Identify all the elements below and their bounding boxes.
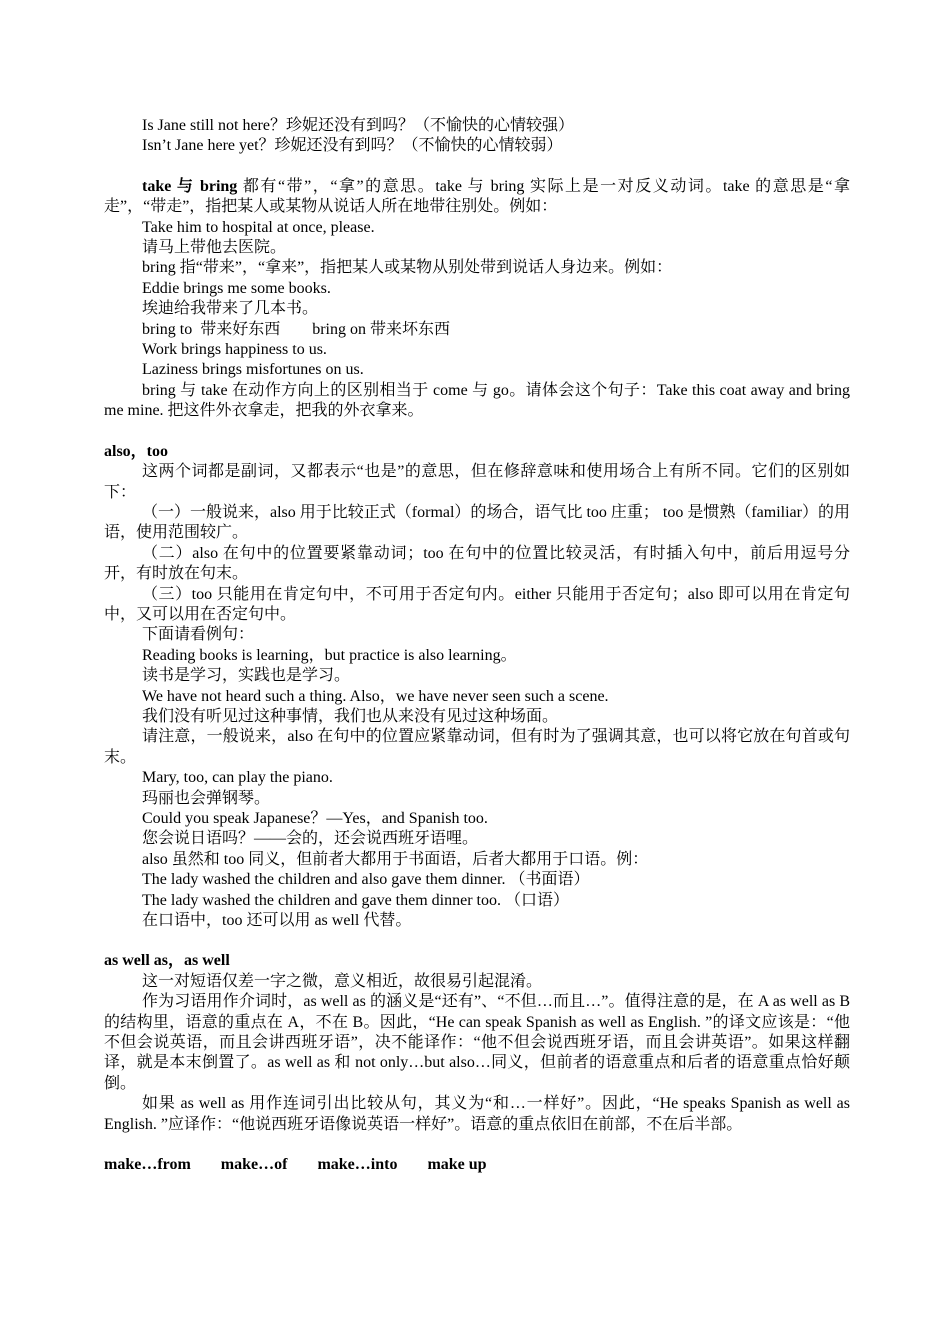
section-heading-as-well-as: as well as，as well [104,952,230,970]
example-line: Laziness brings misfortunes on us. [142,361,364,379]
example-line: 读书是学习，实践也是学习。 [142,667,351,685]
take-bring-heading: take 与 bring [142,177,238,195]
paragraph: 这两个词都是副词，又都表示“也是”的意思，但在修辞意味和使用场合上有所不同。它们的区别如下： [104,463,850,501]
paragraph: 如果 as well as 用作连词引出比较从句，其义为“和…一样好”。因此，“He speaks Spanish as well as English. ”应译作：“他说西班牙语像说英语一样好”。语意的重点依旧在前部，不在后半部。 [104,1095,850,1133]
section-heading-also-too: also，too [104,442,169,460]
example-line: Is Jane still not here？珍妮还没有到吗？（不愉快的心情较强） [142,117,574,134]
spacer [104,931,850,951]
spacer [104,1135,850,1155]
example-line: 这一对短语仅差一字之微，意义相近，故很易引起混淆。 [142,972,543,990]
example-line: bring 指“带来”，“拿来”，指把某人或某物从别处带到说话人身边来。例如： [142,259,673,277]
example-line: The lady washed the children and also gave them dinner. （书面语） [142,871,590,889]
make-into-term: make…into [317,1156,398,1174]
example-line: Reading books is learning，but practice is also learning。 [142,646,517,664]
section-heading-make [104,1155,850,1175]
paragraph: （二）also 在句中的位置要紧靠动词；too 在句中的位置比较灵活，有时插入句中，前后用逗号分开，有时放在句末。 [104,544,850,583]
example-line: 玛丽也会弹钢琴。 [142,789,271,807]
take-bring-intro-text: 都有“带”，“拿”的意思。take 与 bring 实际上是一对反义动词。take 的意思是“拿走”，“带走”，指把某人或某物从说话人所在地带往别处。例如： [104,177,850,216]
paragraph: （一）一般说来，also 用于比较正式（formal）的场合，语气比 too 庄重； too 是惯熟（familiar）的用语，使用范围较广。 [104,503,850,542]
spacer [104,422,850,442]
paragraph: 请注意，一般说来，also 在句中的位置应紧靠动词，但有时为了强调其意，也可以将它放在句首或句末。 [104,728,850,766]
example-line: 请马上带他去医院。 [142,239,287,257]
example-line: 在口语中，too 还可以用 as well 代替。 [142,912,412,930]
example-line: The lady washed the children and gave them dinner too. （口语） [142,891,569,909]
make-up-term: make up [427,1156,487,1174]
paragraph: 作为习语用作介词时，as well as 的涵义是“还有”、“不但…而且…”。值得注意的是，在 A as well as B 的结构里，语意的重点在 A，不在 B。因此，“He can speak Spanish as well as English. ”的译文应该是：“他不但会说英语，而且会讲西班牙语”，决不能译作：“他不但会说西班牙语，而且会讲英语”。如果这样翻译，就是本末倒置了。as well as 和 not only…but also…同义，但前者的语意重点和后者的语意重点恰好颠倒。 [104,993,850,1092]
make-of-term: make…of [220,1156,288,1174]
spacer [104,157,850,177]
example-line: also 虽然和 too 同义，但前者大都用于书面语，后者大都用于口语。例： [142,850,649,868]
example-line: bring to 带来好东西 bring on 带来坏东西 [142,320,450,338]
document-page [104,116,850,1176]
paragraph: （三）too 只能用在肯定句中，不可用于否定句内。either 只能用于否定句；also 即可以用在肯定句中，又可以用在否定句中。 [104,585,850,623]
example-line: Isn’t Jane here yet？珍妮还没有到吗？（不愉快的心情较弱） [142,137,563,155]
example-line: 我们没有听见过这种事情，我们也从来没有见过这种场面。 [142,707,559,725]
example-line: 下面请看例句： [142,626,255,644]
example-line: Eddie brings me some books. [142,279,331,297]
take-bring-intro [104,177,850,218]
example-line: 您会说日语吗？——会的，还会说西班牙语哩。 [142,830,479,848]
example-line: Could you speak Japanese？—Yes，and Spanish too. [142,810,488,827]
paragraph: bring 与 take 在动作方向上的区别相当于 come 与 go。请体会这个句子：Take this coat away and bring me mine. 把这件外衣拿走，把我的外衣拿来。 [104,381,850,420]
make-from-term: make…from [104,1156,191,1174]
example-line: We have not heard such a thing. Also，we have never seen such a scene. [142,687,609,705]
example-line: Work brings happiness to us. [142,341,327,359]
example-line: Take him to hospital at once, please. [142,218,375,236]
example-line: Mary, too, can play the piano. [142,769,333,787]
example-line: 埃迪给我带来了几本书。 [142,300,319,318]
